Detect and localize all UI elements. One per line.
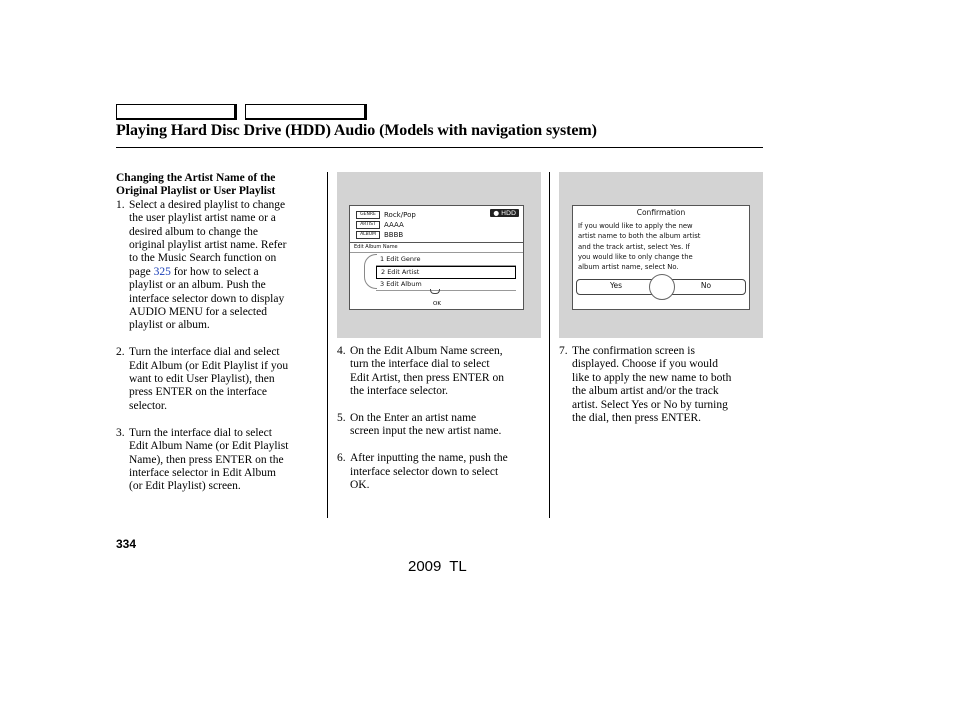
step-line: OK. — [350, 479, 370, 492]
step-number: 1. — [116, 198, 125, 211]
step-line: Turn the interface dial to select — [129, 426, 272, 439]
step-6 — [337, 452, 542, 492]
message-line: and the track artist, select Yes. If — [578, 242, 690, 251]
page-ref-suffix: for how to select a — [170, 265, 259, 278]
message-line: you would like to only change the — [578, 252, 693, 261]
message-line: artist name to both the album artist — [578, 232, 701, 241]
step-7 — [559, 345, 764, 425]
artist-tag: ARTIST — [356, 221, 380, 229]
genre-value: Rock/Pop — [384, 211, 416, 219]
menu-title: Edit Album Name — [354, 244, 398, 250]
step-line-with-link — [129, 266, 321, 279]
step-number: 4. — [337, 345, 346, 357]
step-line: Select a desired playlist to change — [129, 198, 286, 211]
column-1 — [116, 172, 321, 494]
step-line: playlist or an album. Push the — [129, 279, 266, 292]
dial-indicator — [364, 254, 377, 289]
message-line: album artist name, select No. — [578, 263, 679, 272]
interface-dial-icon — [649, 274, 675, 300]
step-line: the user playlist artist name or a — [129, 212, 276, 225]
step-2 — [116, 346, 321, 413]
column-divider-2 — [549, 172, 550, 518]
step-line: On the Enter an artist name — [350, 412, 477, 425]
page-ref-prefix: page — [129, 265, 154, 278]
step-line: screen input the new artist name. — [350, 425, 502, 438]
step-line: Edit Artist, then press ENTER on — [350, 371, 504, 384]
album-value: BBBB — [384, 231, 404, 239]
step-line: selector. — [129, 399, 167, 412]
step-number: 2. — [116, 346, 125, 359]
step-line: interface selector down to display — [129, 292, 285, 305]
step-line: the album artist and/or the track — [572, 385, 719, 398]
confirmation-title: Confirmation — [636, 208, 686, 217]
step-line: original playlist artist name. Refer — [129, 239, 287, 252]
header-tab-box-2 — [245, 104, 367, 120]
genre-tag: GENRE — [356, 211, 380, 219]
step-line: artist. Select Yes or No by turning — [572, 398, 728, 411]
step-1 — [116, 199, 321, 333]
step-line: desired album to change the — [129, 225, 259, 238]
screenshot-confirmation — [559, 172, 763, 338]
hdd-source-badge: ● HDD — [490, 209, 519, 217]
ok-label: OK — [433, 301, 441, 307]
step-number: 6. — [337, 452, 346, 465]
step-number: 5. — [337, 412, 346, 425]
section-subheading-line-1: Changing the Artist Name of the — [116, 172, 276, 184]
header-tab-box-1 — [116, 104, 237, 120]
step-4 — [337, 345, 542, 399]
page-title: Playing Hard Disc Drive (HDD) Audio (Models with navigation system) — [116, 122, 597, 139]
step-line: turn the interface dial to select — [350, 358, 490, 371]
step-3 — [116, 427, 321, 494]
step-line: displayed. Choose if you would — [572, 358, 718, 371]
step-line: Edit Album (or Edit Playlist if you — [129, 359, 289, 372]
nav-screen-edit-album — [349, 205, 524, 310]
title-divider — [116, 147, 763, 148]
track-info — [356, 210, 416, 240]
step-number: 3. — [116, 426, 125, 439]
screenshot-edit-album-name — [337, 172, 541, 338]
step-line: playlist or album. — [129, 319, 210, 332]
screen-divider — [350, 242, 523, 243]
step-line: After inputting the name, push the — [350, 452, 508, 465]
column-3 — [559, 345, 764, 425]
step-line: Edit Album Name (or Edit Playlist — [129, 440, 289, 453]
step-line: the dial, then press ENTER. — [572, 412, 702, 425]
step-line: (or Edit Playlist) screen. — [129, 480, 241, 493]
no-button[interactable]: No — [700, 281, 712, 290]
message-line: If you would like to apply the new — [578, 222, 693, 230]
section-subheading-line-2: Original Playlist or User Playlist — [116, 185, 276, 198]
artist-value: AAAA — [384, 221, 404, 229]
step-line: The confirmation screen is — [572, 345, 695, 357]
disc-icon: ● — [493, 209, 502, 217]
menu-item-edit-album[interactable]: 3 Edit Album — [376, 279, 516, 291]
page-reference-link[interactable]: 325 — [153, 265, 171, 278]
page-number: 334 — [116, 537, 137, 551]
menu-title-rule — [350, 252, 523, 253]
step-5 — [337, 412, 542, 439]
model-footer: 2009 TL — [408, 558, 467, 575]
step-line: interface selector in Edit Album — [129, 466, 276, 479]
step-line: the interface selector. — [350, 385, 449, 398]
menu-item-edit-genre[interactable]: 1 Edit Genre — [376, 254, 516, 266]
confirmation-message — [578, 221, 700, 272]
column-divider-1 — [327, 172, 328, 518]
album-tag: ALBUM — [356, 231, 380, 239]
step-line: Turn the interface dial and select — [129, 346, 280, 359]
step-line: press ENTER on the interface — [129, 386, 267, 399]
column-2 — [337, 345, 542, 492]
step-number: 7. — [559, 345, 568, 357]
step-line: AUDIO MENU for a selected — [129, 306, 267, 319]
edit-menu — [376, 254, 516, 291]
step-line: want to edit User Playlist), then — [129, 373, 275, 386]
step-line: to the Music Search function on — [129, 252, 277, 265]
nav-screen-confirmation — [572, 205, 750, 310]
yes-button[interactable]: Yes — [609, 281, 623, 290]
step-line: interface selector down to select — [350, 465, 499, 478]
menu-item-edit-artist-selected[interactable]: 2 Edit Artist — [376, 266, 516, 279]
step-line: Name), then press ENTER on the — [129, 453, 284, 466]
push-down-icon — [430, 289, 440, 294]
step-line: On the Edit Album Name screen, — [350, 345, 503, 357]
step-line: like to apply the new name to both — [572, 371, 732, 384]
